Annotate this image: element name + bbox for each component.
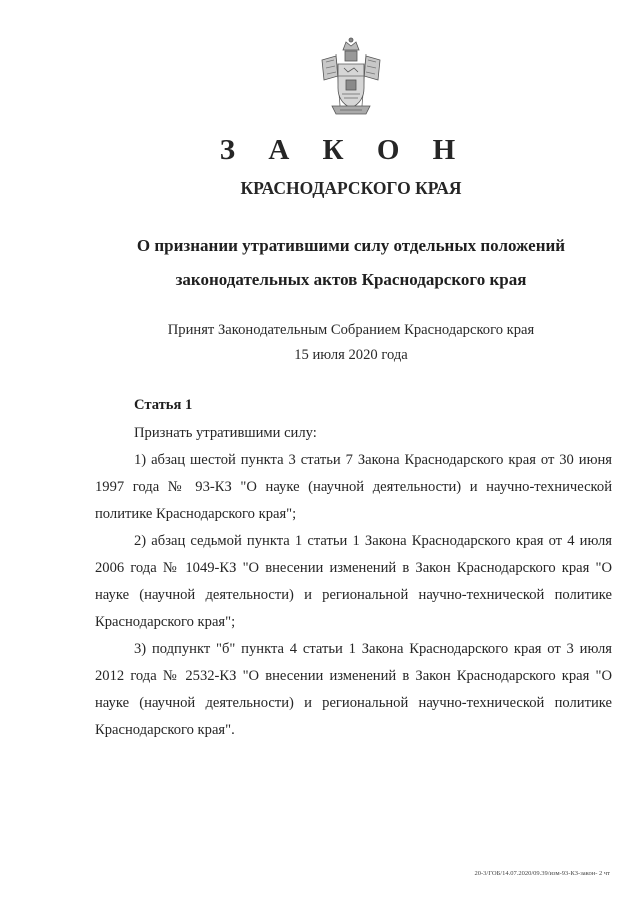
document-region-title: КРАСНОДАРСКОГО КРАЯ — [240, 178, 462, 198]
law-name-line-2: законодательных актов Краснодарского края — [175, 270, 527, 289]
document-title: З А К О Н — [219, 134, 469, 166]
adoption-date: 15 июля 2020 года — [294, 347, 408, 363]
article-heading: Статья 1 — [134, 397, 193, 413]
article-paragraph: 2) абзац седьмой пункта 1 статьи 1 Закона Краснодарского края от 4 июля 2006 года № 1049-КЗ "О внесении изменений в Закон Краснодарского края "О науке (научной деятельности) и региональной научно-технической политике Краснодарского края"; — [95, 533, 612, 630]
law-name-line-1: О признании утратившими силу отдельных положений — [136, 236, 566, 255]
coat-of-arms-icon — [318, 36, 384, 116]
footer-document-code: 20-3/ГОБ/14.07.2020/09.39/изм-93-КЗ-закон- 2 чт — [474, 870, 610, 877]
article-paragraph: 3) подпункт "б" пункта 4 статьи 1 Закона Краснодарского края от 3 июля 2012 года № 2532-КЗ "О внесении изменений в Закон Краснодарского края "О науке (научной деятельности) и региональной научно-технической политике Краснодарского края". — [95, 641, 612, 738]
article-paragraph: 1) абзац шестой пункта 3 статьи 7 Закона Краснодарского края от 30 июня 1997 года № 93-КЗ "О науке (научной деятельности) и научно-технической политике Краснодарского края"; — [95, 452, 612, 522]
article-paragraph: Признать утратившими силу: — [134, 425, 317, 441]
article-body — [95, 420, 612, 744]
adoption-info — [0, 318, 640, 368]
adoption-line-1: Принят Законодательным Собранием Краснодарского края — [167, 322, 535, 338]
law-name — [0, 229, 640, 297]
